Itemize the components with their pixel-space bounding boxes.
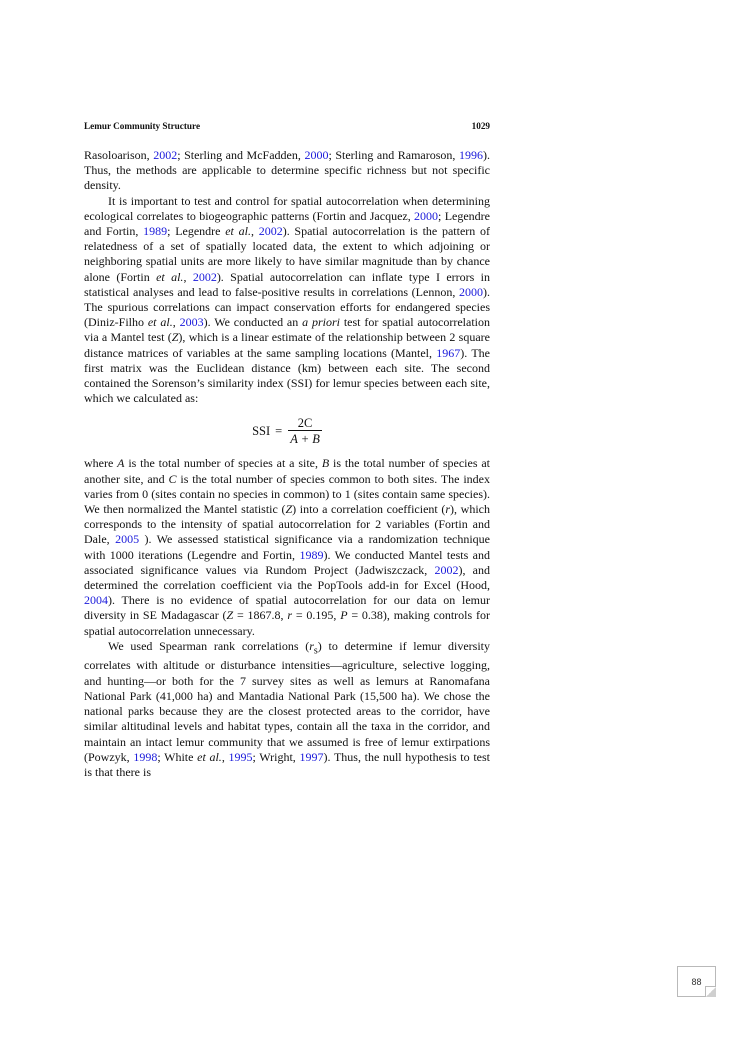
- paragraph-3: where A is the total number of species at a site, B is the total number of species at another site, and C is the total number of species common to both sites. The index varies from 0 (sites contain no species in common) to 1 (sites contain same species). We then normalized the Mantel statistic (Z) into a correlation coefficient (r), which corresponds to the intensity of spatial autocorrelation for 2 variables (Fortin and Dale, 2005 ). We assessed statistical significance via a randomization technique with 1000 iterations (Legendre and Fortin, 1989). We conducted Mantel tests and associated significance values via Rundom Project (Jadwiszczack, 2002), and determined the correlation coefficient via the PopTools add-in for Excel (Hood, 2004). There is no evidence of spatial autocorrelation for our data on lemur diversity in SE Madagascar (Z = 1867.8, r = 0.195, P = 0.38), making controls for spatial autocorrelation unnecessary.: [84, 456, 491, 638]
- subscript: s: [313, 645, 318, 657]
- italic-term: Z: [171, 330, 179, 345]
- paragraph-1: Rasoloarison, 2002; Sterling and McFadden, 2000; Sterling and Ramaroson, 1996). Thus, the methods are applicable to determine specific richness but not specific density.: [84, 148, 490, 193]
- article-body: [84, 148, 490, 780]
- ssi-equation: [84, 408, 490, 454]
- italic-term: B: [321, 456, 330, 471]
- equation-lhs: SSI: [252, 423, 271, 438]
- running-title: Lemur Community Structure: [84, 121, 201, 131]
- equation-numerator: 2C: [297, 416, 313, 431]
- citation-link[interactable]: 2004: [84, 593, 108, 608]
- italic-term: et al.: [197, 749, 222, 764]
- citation-link[interactable]: 2002: [192, 269, 217, 284]
- citation-link[interactable]: 2003: [179, 315, 204, 330]
- citation-link[interactable]: 1989: [299, 547, 324, 562]
- citation-link[interactable]: 2000: [304, 148, 329, 162]
- citation-link[interactable]: 1989: [143, 224, 168, 239]
- citation-link[interactable]: 1998: [133, 749, 158, 764]
- citation-link[interactable]: 1996: [458, 148, 483, 162]
- citation-link[interactable]: 2002: [258, 224, 283, 239]
- page-number: 1029: [471, 121, 490, 131]
- italic-term: et al.: [147, 315, 173, 330]
- italic-term: C: [168, 471, 177, 486]
- italic-term: r: [287, 608, 293, 623]
- running-header: [84, 121, 490, 135]
- citation-link[interactable]: 1997: [299, 749, 324, 764]
- equation-fraction: [288, 416, 322, 446]
- italic-term: et al.: [156, 269, 184, 284]
- citation-link[interactable]: 1967: [436, 345, 461, 360]
- paragraph-2: It is important to test and control for spatial autocorrelation when determining ecological correlates to biogeographic patterns (Fortin and Jacquez, 2000; Legendre and Fortin, 1989; Legendre et al., 2002). Spatial autocorrelation is the pattern of relatedness of a set of spatially located data, the extent to which adjoining or neighboring spatial units are more likely to have similar magnitude than by chance alone (Fortin et al., 2002). Spatial autocorrelation can inflate type I errors in statistical analyses and lead to false-positive results in correlations (Lennon, 2000). The spurious correlations can impact conservation efforts for endangered species (Diniz-Filho et al., 2003). We conducted an a priori test for spatial autocorrelation via a Mantel test (Z), which is a linear estimate of the relationship between 2 square distance matrices of variables at the same sampling locations (Mantel, 1967). The first matrix was the Euclidean distance (km) between each site. The second contained the Sorenson’s similarity index (SSI) for lemur species between each site, which we calculated as:: [84, 193, 491, 406]
- paragraph-4: We used Spearman rank correlations $(r_s)$ to determine if lemur diversity correlates with altitude or disturbance intensities—agriculture, selective logging, and hunting—or both for the 7 survey sites as well as lemurs at Ranomafana National Park (41,000 ha) and Mantadia National Park (15,500 ha). We chose the national parks because they are the closest protected areas to the corridor, have similar altitudinal levels and habitat types, contain all the taxa in the corridor, and maintain an intact lemur community that we assumed is free of lemur extirpations (Powzyk, 1998; White et al., 1995; Wright, 1997). Thus, the null hypothesis to test is that there is: [84, 638, 490, 779]
- citation-link[interactable]: 2000: [459, 284, 483, 299]
- page-badge: [677, 966, 716, 997]
- page-badge-number: 88: [691, 976, 702, 987]
- citation-link[interactable]: 1995: [228, 749, 253, 764]
- page-fold-icon: [705, 986, 716, 997]
- citation-link[interactable]: 2005: [115, 532, 140, 547]
- italic-term: P: [340, 608, 348, 623]
- italic-term: Z: [285, 502, 293, 517]
- italic-term: a priori: [302, 315, 340, 330]
- italic-term: r: [445, 502, 451, 517]
- equation-denominator: A + B: [290, 432, 320, 447]
- italic-term: et al.: [225, 224, 251, 239]
- citation-link[interactable]: 2000: [414, 208, 439, 223]
- italic-term: Z: [226, 608, 234, 623]
- equation-equals: =: [275, 423, 283, 438]
- citation-link[interactable]: 2002: [153, 148, 178, 162]
- italic-term: r: [309, 638, 314, 653]
- citation-link[interactable]: 2002: [434, 562, 459, 577]
- italic-term: A: [117, 456, 125, 471]
